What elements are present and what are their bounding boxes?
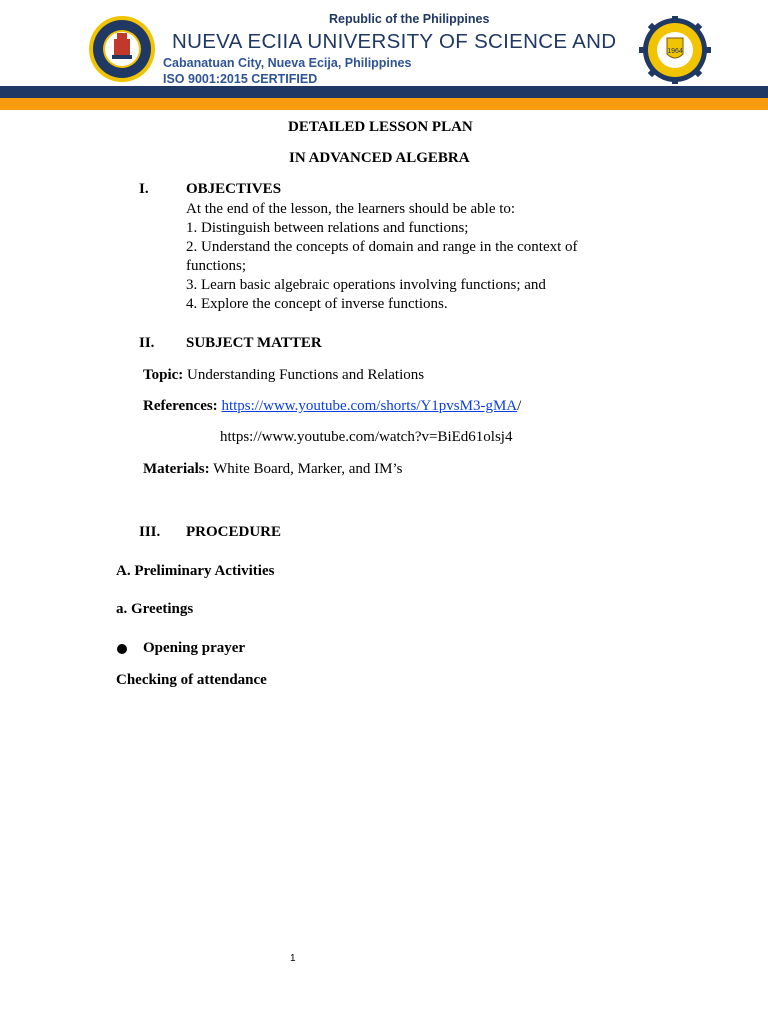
materials-value: White Board, Marker, and IM’s: [209, 461, 403, 477]
objective-item: 1. Distinguish between relations and functions;: [186, 220, 469, 236]
greetings-heading: a. Greetings: [116, 601, 194, 617]
section-number-procedure: III.: [139, 524, 161, 540]
reference-link-watch: https://www.youtube.com/watch?v=BiEd61olsj4: [220, 429, 513, 445]
university-address: Cabanatuan City, Nueva Ecija, Philippines: [163, 56, 412, 70]
university-seal-logo: [86, 15, 158, 88]
page-number: 1: [290, 953, 296, 964]
reference-link-suffix: /: [517, 398, 522, 414]
objective-item: 3. Learn basic algebraic operations involving functions; and: [186, 277, 546, 293]
section-heading-objectives: OBJECTIVES: [186, 181, 282, 197]
preliminary-activities-heading: A. Preliminary Activities: [116, 563, 275, 579]
objective-item: 2. Understand the concepts of domain and range in the context of: [186, 239, 578, 255]
republic-label: Republic of the Philippines: [329, 12, 490, 26]
section-heading-subject: SUBJECT MATTER: [186, 335, 322, 351]
topic-value: Understanding Functions and Relations: [183, 367, 425, 383]
iso-certification: ISO 9001:2015 CERTIFIED: [163, 72, 318, 86]
topic-line: [143, 366, 424, 385]
seal-year: 1964: [667, 48, 683, 55]
attendance-item: Checking of attendance: [116, 672, 267, 688]
document-subtitle: IN ADVANCED ALGEBRA: [289, 150, 470, 166]
section-heading-procedure: PROCEDURE: [186, 524, 282, 540]
references-label: References:: [143, 398, 218, 414]
header-band-navy: [0, 86, 768, 98]
document-title: DETAILED LESSON PLAN: [288, 119, 473, 135]
section-number-subject: II.: [139, 335, 155, 351]
materials-line: [143, 460, 402, 479]
objective-item: 4. Explore the concept of inverse functions.: [186, 296, 448, 312]
topic-label: Topic:: [143, 367, 184, 383]
university-name: NUEVA ECIIA UNIVERSITY OF SCIENCE AND: [172, 30, 617, 53]
objective-item: functions;: [186, 258, 246, 274]
reference-link-shorts[interactable]: https://www.youtube.com/shorts/Y1pvsM3-gMA: [221, 398, 518, 414]
opening-prayer-item: Opening prayer: [143, 640, 246, 656]
references-line: [143, 397, 521, 416]
bullet-icon: [117, 644, 127, 654]
objectives-intro: At the end of the lesson, the learners should be able to:: [186, 201, 516, 217]
section-number-objectives: I.: [139, 181, 149, 197]
materials-label: Materials:: [143, 461, 210, 477]
header-band-orange: [0, 98, 768, 110]
college-of-education-seal-logo: [639, 16, 711, 89]
